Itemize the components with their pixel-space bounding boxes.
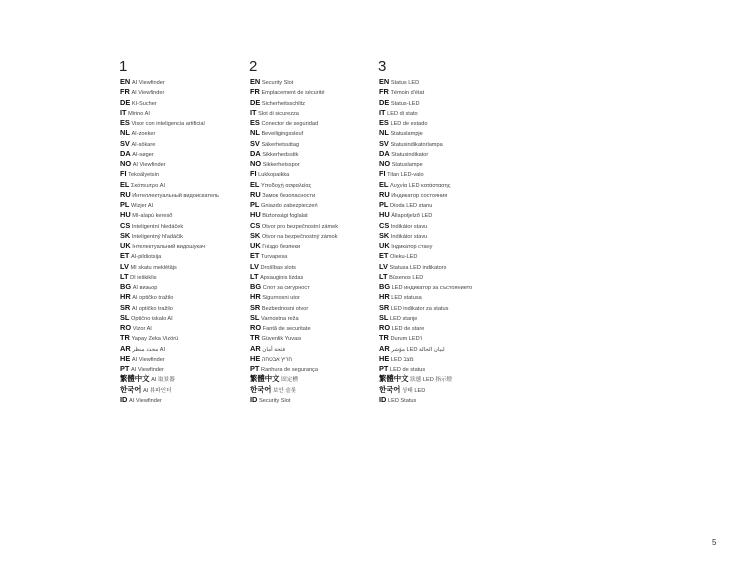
- translation-text: Security Slot: [261, 80, 294, 86]
- translation-row: [250, 241, 370, 251]
- language-code: 한국어: [379, 384, 401, 394]
- translation-row: [120, 98, 240, 108]
- translation-text: LED de stare: [391, 326, 425, 332]
- translation-text: Sigurnosni utor: [262, 295, 300, 302]
- translation-row: [250, 395, 370, 405]
- translation-text: MI skatu meklētājs: [130, 264, 177, 271]
- translation-row: [250, 190, 370, 200]
- translation-text: Security Slot: [259, 397, 291, 404]
- language-code: AR: [379, 343, 390, 353]
- translation-row: [379, 374, 509, 384]
- translation-row: [120, 251, 240, 261]
- translation-row: [120, 169, 240, 179]
- language-code: CS: [120, 220, 131, 230]
- translation-row: [250, 128, 370, 138]
- translation-row: [379, 108, 509, 118]
- translation-row: [120, 87, 240, 97]
- language-code: UK: [120, 241, 131, 250]
- translation-row: [120, 200, 240, 210]
- language-code: LT: [120, 271, 129, 281]
- translation-text: Inteligentní hledáček: [131, 223, 184, 230]
- language-code: EN: [120, 77, 131, 86]
- translation-row: [250, 364, 370, 374]
- translation-row: [250, 323, 370, 333]
- language-code: LT: [250, 271, 259, 281]
- translation-text: AI Viewfinder: [131, 80, 165, 86]
- translation-row: [379, 303, 509, 313]
- translation-text: Tilan LED-valo: [387, 172, 424, 179]
- translation-row: [250, 118, 370, 128]
- language-code: SR: [379, 302, 390, 312]
- translation-row: [120, 190, 240, 200]
- translation-row: [120, 354, 240, 364]
- translation-row: [379, 292, 509, 302]
- language-code: DA: [250, 148, 261, 158]
- language-code: DE: [120, 97, 131, 107]
- translation-row: [379, 272, 509, 282]
- language-code: TR: [379, 333, 389, 343]
- translation-text: AI-søger: [132, 151, 154, 158]
- language-code: BG: [379, 282, 391, 291]
- language-code: EL: [250, 179, 260, 189]
- translation-row: [250, 251, 370, 261]
- translation-text: Інтелектуальний видошукач: [132, 244, 206, 250]
- translation-row: [379, 98, 509, 108]
- translation-row: [120, 118, 240, 128]
- translation-row: [379, 323, 509, 333]
- language-code: DE: [379, 97, 390, 107]
- language-code: ET: [379, 251, 389, 261]
- translation-text: LED Status: [388, 397, 417, 404]
- translation-row: [120, 292, 240, 302]
- translation-text: Beveiligingssleuf: [261, 131, 304, 138]
- translation-row: [250, 98, 370, 108]
- language-code: 繁體中文: [120, 374, 150, 384]
- translation-text: Tekoälyetsin: [128, 172, 159, 179]
- language-code: EL: [120, 179, 130, 189]
- translation-row: [379, 210, 509, 220]
- language-code: 繁體中文: [250, 374, 280, 384]
- translation-text: Állapotjelző LED: [391, 213, 433, 220]
- translation-text: Slot di sicurezza: [258, 110, 299, 117]
- translation-text: LED indikator za status: [390, 305, 449, 312]
- callout-number: 3: [378, 58, 387, 75]
- translation-text: Säkerhetsuttag: [261, 141, 300, 148]
- translation-text: LED di stato: [387, 110, 418, 117]
- translation-text: AI optičko tražilo: [131, 305, 173, 312]
- language-code: ID: [120, 394, 128, 404]
- translation-row: [120, 210, 240, 220]
- language-code: CS: [379, 220, 390, 230]
- translation-row: [250, 292, 370, 302]
- language-code: FR: [250, 87, 260, 97]
- translation-row: [120, 180, 240, 190]
- translation-text: Conector de seguridad: [261, 121, 319, 127]
- translation-text: AI Viewfinder: [129, 397, 162, 404]
- translation-row: [250, 272, 370, 282]
- translation-row: [379, 251, 509, 261]
- language-code: FI: [379, 169, 386, 179]
- translation-text: Yapay Zeka Vizörü: [131, 336, 179, 343]
- translation-row: [379, 354, 509, 364]
- translation-text: Durum LED'i: [390, 336, 422, 343]
- language-code: ID: [379, 394, 387, 404]
- language-code: HR: [379, 292, 390, 302]
- column-2: [250, 58, 370, 405]
- translation-row: [120, 374, 240, 384]
- translation-text: Fantă de securitate: [262, 326, 311, 332]
- translation-text: MI-alapú kereső: [132, 213, 173, 220]
- translation-text: AI Viewfinder: [131, 367, 164, 373]
- translation-text: Varnostna reža: [261, 315, 299, 322]
- translation-row: [250, 169, 370, 179]
- language-code: FI: [250, 169, 257, 179]
- translation-text: Σκόπευτρο AI: [131, 182, 166, 189]
- language-code: TR: [250, 333, 260, 343]
- translation-row: [379, 87, 509, 97]
- translation-text: Statusindikatorlampa: [390, 141, 443, 148]
- translation-row: [250, 262, 370, 272]
- translation-text: Güvenlik Yuvası: [261, 336, 302, 343]
- language-code: RU: [120, 189, 131, 199]
- language-code: HU: [250, 210, 261, 220]
- language-code: IT: [120, 107, 127, 117]
- translation-text: AI-pildiotsija: [131, 254, 162, 261]
- translation-text: Témoin d'état: [390, 90, 425, 97]
- language-code: HR: [120, 292, 131, 302]
- language-code: UK: [379, 241, 390, 250]
- translation-row: [120, 282, 240, 292]
- translation-text: فتحة أمان: [262, 346, 286, 353]
- language-code: DA: [379, 148, 390, 158]
- language-code: NL: [250, 128, 260, 138]
- translation-text: Indikátor stavu: [390, 223, 428, 230]
- translation-row: [120, 323, 240, 333]
- language-code: 한국어: [250, 384, 272, 394]
- translation-text: Drošības slots: [260, 264, 296, 271]
- translation-row: [120, 395, 240, 405]
- translation-text: AI-zoeker: [131, 131, 156, 138]
- translation-text: Statuslampe: [391, 162, 423, 168]
- translation-row: [379, 118, 509, 128]
- callout-number: 1: [119, 58, 128, 75]
- language-code: ET: [250, 251, 260, 261]
- translation-text: Sikkerhedsstik: [262, 151, 299, 158]
- callout-number: 2: [249, 58, 258, 75]
- translation-row: [120, 221, 240, 231]
- translation-text: Wizjer AI: [131, 203, 154, 209]
- language-code: PT: [379, 364, 389, 373]
- translation-row: [120, 159, 240, 169]
- translation-text: Слот за сигурност: [262, 285, 310, 291]
- translation-text: Υποδοχή ασφαλείας: [261, 182, 312, 189]
- translation-row: [379, 190, 509, 200]
- language-code: EN: [250, 77, 261, 86]
- translation-row: [250, 159, 370, 169]
- translation-row: [379, 149, 509, 159]
- language-code: PT: [120, 364, 130, 373]
- language-code: LV: [250, 261, 259, 271]
- language-code: EL: [379, 179, 389, 189]
- language-code: FR: [120, 87, 130, 97]
- language-code: LT: [379, 271, 388, 281]
- translation-text: LED statusa: [391, 295, 422, 302]
- translation-text: AI optičko tražilo: [132, 295, 174, 302]
- translation-row: [120, 262, 240, 272]
- translation-row: [120, 77, 240, 87]
- translation-row: [120, 333, 240, 343]
- language-code: PL: [250, 200, 260, 209]
- translation-row: [250, 180, 370, 190]
- translation-text: 狀態 LED 指示燈: [410, 377, 453, 384]
- translation-row: [250, 87, 370, 97]
- translation-row: [120, 241, 240, 251]
- translation-text: AI 取景器: [151, 377, 175, 384]
- translation-text: Гніздо безпеки: [262, 244, 301, 250]
- language-code: NL: [379, 128, 389, 138]
- translation-text: LED de estado: [390, 121, 428, 127]
- translation-text: Sikkerhetsspor: [262, 162, 300, 168]
- translation-text: Būsenos LED: [389, 274, 424, 281]
- translation-text: AI Viewfinder: [131, 90, 165, 97]
- translation-text: Statusindikator: [391, 151, 429, 158]
- translation-text: DI ieškiklis: [130, 274, 157, 281]
- translation-text: Интеллектуальный видоискатель: [132, 192, 219, 199]
- language-code: SR: [120, 302, 131, 312]
- translation-row: [379, 262, 509, 272]
- language-code: RU: [379, 189, 390, 199]
- language-code: PL: [379, 200, 389, 209]
- translation-row: [379, 313, 509, 323]
- language-code: FR: [379, 87, 389, 97]
- language-code: HE: [379, 353, 390, 363]
- translation-text: Vizor AI: [132, 326, 152, 332]
- language-code: HU: [120, 210, 131, 220]
- translation-text: Statuslampje: [390, 131, 423, 138]
- translation-list: [120, 77, 240, 405]
- translation-text: Status-LED: [390, 100, 420, 107]
- translation-text: Dioda LED stanu: [390, 203, 433, 209]
- translation-text: 상태 LED: [402, 387, 426, 394]
- language-code: EN: [379, 77, 390, 86]
- translation-row: [379, 180, 509, 190]
- translation-row: [250, 108, 370, 118]
- translation-row: [379, 385, 509, 395]
- language-code: SL: [250, 312, 260, 322]
- language-code: TR: [120, 333, 130, 343]
- language-code: ES: [250, 118, 260, 127]
- translation-row: [379, 221, 509, 231]
- translation-text: Status LED: [390, 80, 420, 86]
- translation-text: AI визьор: [132, 285, 158, 291]
- translation-text: Lukkopaikka: [258, 172, 290, 179]
- language-code: NO: [120, 159, 132, 168]
- language-code: SK: [379, 230, 390, 240]
- translation-row: [120, 149, 240, 159]
- translation-row: [250, 333, 370, 343]
- translation-row: [250, 303, 370, 313]
- translation-row: [250, 344, 370, 354]
- translation-row: [250, 282, 370, 292]
- language-code: LV: [379, 261, 388, 271]
- translation-text: 보안 슬롯: [273, 387, 297, 394]
- translation-list: [250, 77, 370, 405]
- translation-text: Индикатор состояния: [391, 192, 448, 199]
- language-code: PT: [250, 364, 260, 373]
- translation-text: LED de status: [390, 367, 426, 373]
- translation-text: Statusa LED indikators: [389, 264, 447, 271]
- translation-text: Mirino AI: [128, 110, 150, 117]
- language-code: UK: [250, 241, 261, 250]
- translation-text: AI 뷰파인더: [143, 387, 172, 394]
- language-code: HE: [250, 353, 261, 363]
- translation-row: [250, 77, 370, 87]
- language-code: NL: [120, 128, 130, 138]
- language-code: SR: [250, 302, 261, 312]
- language-code: FI: [120, 169, 127, 179]
- translation-row: [250, 210, 370, 220]
- translation-row: [379, 139, 509, 149]
- translation-text: Visor con inteligencia artificial: [131, 121, 205, 127]
- translation-text: LED stanje: [390, 315, 418, 322]
- translation-text: AI-sökare: [131, 141, 156, 148]
- language-code: SL: [379, 312, 389, 322]
- translation-row: [120, 108, 240, 118]
- translation-row: [379, 282, 509, 292]
- translation-list: [379, 77, 509, 405]
- translation-text: Λυχνία LED κατάστασης: [390, 182, 451, 189]
- language-code: RO: [250, 323, 262, 332]
- translation-text: Optično iskalo AI: [131, 315, 173, 322]
- language-code: RO: [379, 323, 391, 332]
- language-code: DA: [120, 148, 131, 158]
- translation-text: Індикатор стану: [391, 244, 433, 250]
- language-code: AR: [120, 343, 131, 353]
- translation-text: Замок безопасности: [262, 192, 316, 199]
- translation-row: [120, 344, 240, 354]
- translation-row: [379, 333, 509, 343]
- language-code: BG: [120, 282, 132, 291]
- translation-text: חריץ אבטחה: [261, 356, 293, 363]
- language-code: DE: [250, 97, 261, 107]
- language-code: SK: [250, 230, 261, 240]
- translation-text: AI Viewfinder: [131, 356, 165, 363]
- language-code: ID: [250, 394, 258, 404]
- language-code: HR: [250, 292, 261, 302]
- translation-row: [120, 385, 240, 395]
- translation-text: Otvor pro bezpečnostní zámek: [261, 223, 339, 230]
- translation-row: [120, 303, 240, 313]
- language-code: IT: [250, 107, 257, 117]
- translation-text: Sicherheitsschlitz: [261, 100, 306, 107]
- translation-row: [379, 128, 509, 138]
- language-code: BG: [250, 282, 262, 291]
- translation-text: مؤشر LED لبيان الحالة: [391, 346, 445, 353]
- translation-row: [120, 231, 240, 241]
- language-code: 한국어: [120, 384, 142, 394]
- translation-text: LED индикатор за състоянието: [391, 285, 473, 291]
- translation-row: [379, 159, 509, 169]
- translation-text: Emplacement de sécurité: [261, 90, 325, 97]
- language-code: HU: [379, 210, 390, 220]
- translation-text: 固定槽: [281, 377, 298, 384]
- translation-row: [379, 200, 509, 210]
- translation-row: [379, 241, 509, 251]
- column-1: [120, 58, 240, 405]
- language-code: CS: [250, 220, 261, 230]
- translation-text: LED מצב: [390, 356, 414, 363]
- language-code: AR: [250, 343, 261, 353]
- language-code: ET: [120, 251, 130, 261]
- language-code: RO: [120, 323, 132, 332]
- translation-row: [379, 364, 509, 374]
- translation-row: [250, 200, 370, 210]
- translation-row: [250, 354, 370, 364]
- language-code: SV: [120, 138, 130, 148]
- translation-text: Inteligentný hľadáčik: [131, 233, 183, 240]
- translation-row: [250, 385, 370, 395]
- translation-text: Bezbednosni otvor: [261, 305, 309, 312]
- translation-row: [120, 128, 240, 138]
- translation-text: KI-Sucher: [131, 100, 157, 107]
- language-code: SK: [120, 230, 131, 240]
- translation-row: [120, 313, 240, 323]
- language-code: SV: [250, 138, 260, 148]
- language-code: HE: [120, 353, 131, 363]
- language-code: 繁體中文: [379, 374, 409, 384]
- language-code: ES: [379, 118, 389, 127]
- translation-text: Turvapesa: [261, 254, 288, 261]
- language-code: SL: [120, 312, 130, 322]
- translation-text: AI Viewfinder: [132, 162, 166, 168]
- translation-row: [250, 374, 370, 384]
- translation-row: [120, 139, 240, 149]
- translation-row: [379, 169, 509, 179]
- language-code: RU: [250, 189, 261, 199]
- translation-row: [250, 139, 370, 149]
- translation-row: [379, 344, 509, 354]
- language-code: SV: [379, 138, 389, 148]
- translation-text: Biztonsági foglalat: [262, 213, 308, 220]
- translation-row: [250, 231, 370, 241]
- translation-text: Gniazdo zabezpieczeń: [261, 203, 318, 209]
- translation-text: Indikátor stavu: [390, 233, 428, 240]
- translation-text: Ranhura de segurança: [261, 367, 318, 373]
- language-code: NO: [250, 159, 262, 168]
- translation-text: Apsauginis lizdas: [260, 274, 304, 281]
- translation-row: [120, 364, 240, 374]
- page-number: 5: [712, 538, 717, 547]
- translation-row: [250, 149, 370, 159]
- translation-row: [250, 221, 370, 231]
- translation-row: [250, 313, 370, 323]
- translation-text: محدد منظر AI: [132, 346, 166, 353]
- language-code: LV: [120, 261, 129, 271]
- language-code: IT: [379, 107, 386, 117]
- translation-row: [379, 231, 509, 241]
- translation-text: Oleku-LED: [390, 254, 418, 261]
- language-code: NO: [379, 159, 391, 168]
- language-code: PL: [120, 200, 130, 209]
- language-code: ES: [120, 118, 130, 127]
- translation-text: Otvor na bezpečnostný zámok: [261, 233, 338, 240]
- translation-row: [120, 272, 240, 282]
- column-3: [379, 58, 509, 405]
- translation-row: [379, 395, 509, 405]
- translation-row: [379, 77, 509, 87]
